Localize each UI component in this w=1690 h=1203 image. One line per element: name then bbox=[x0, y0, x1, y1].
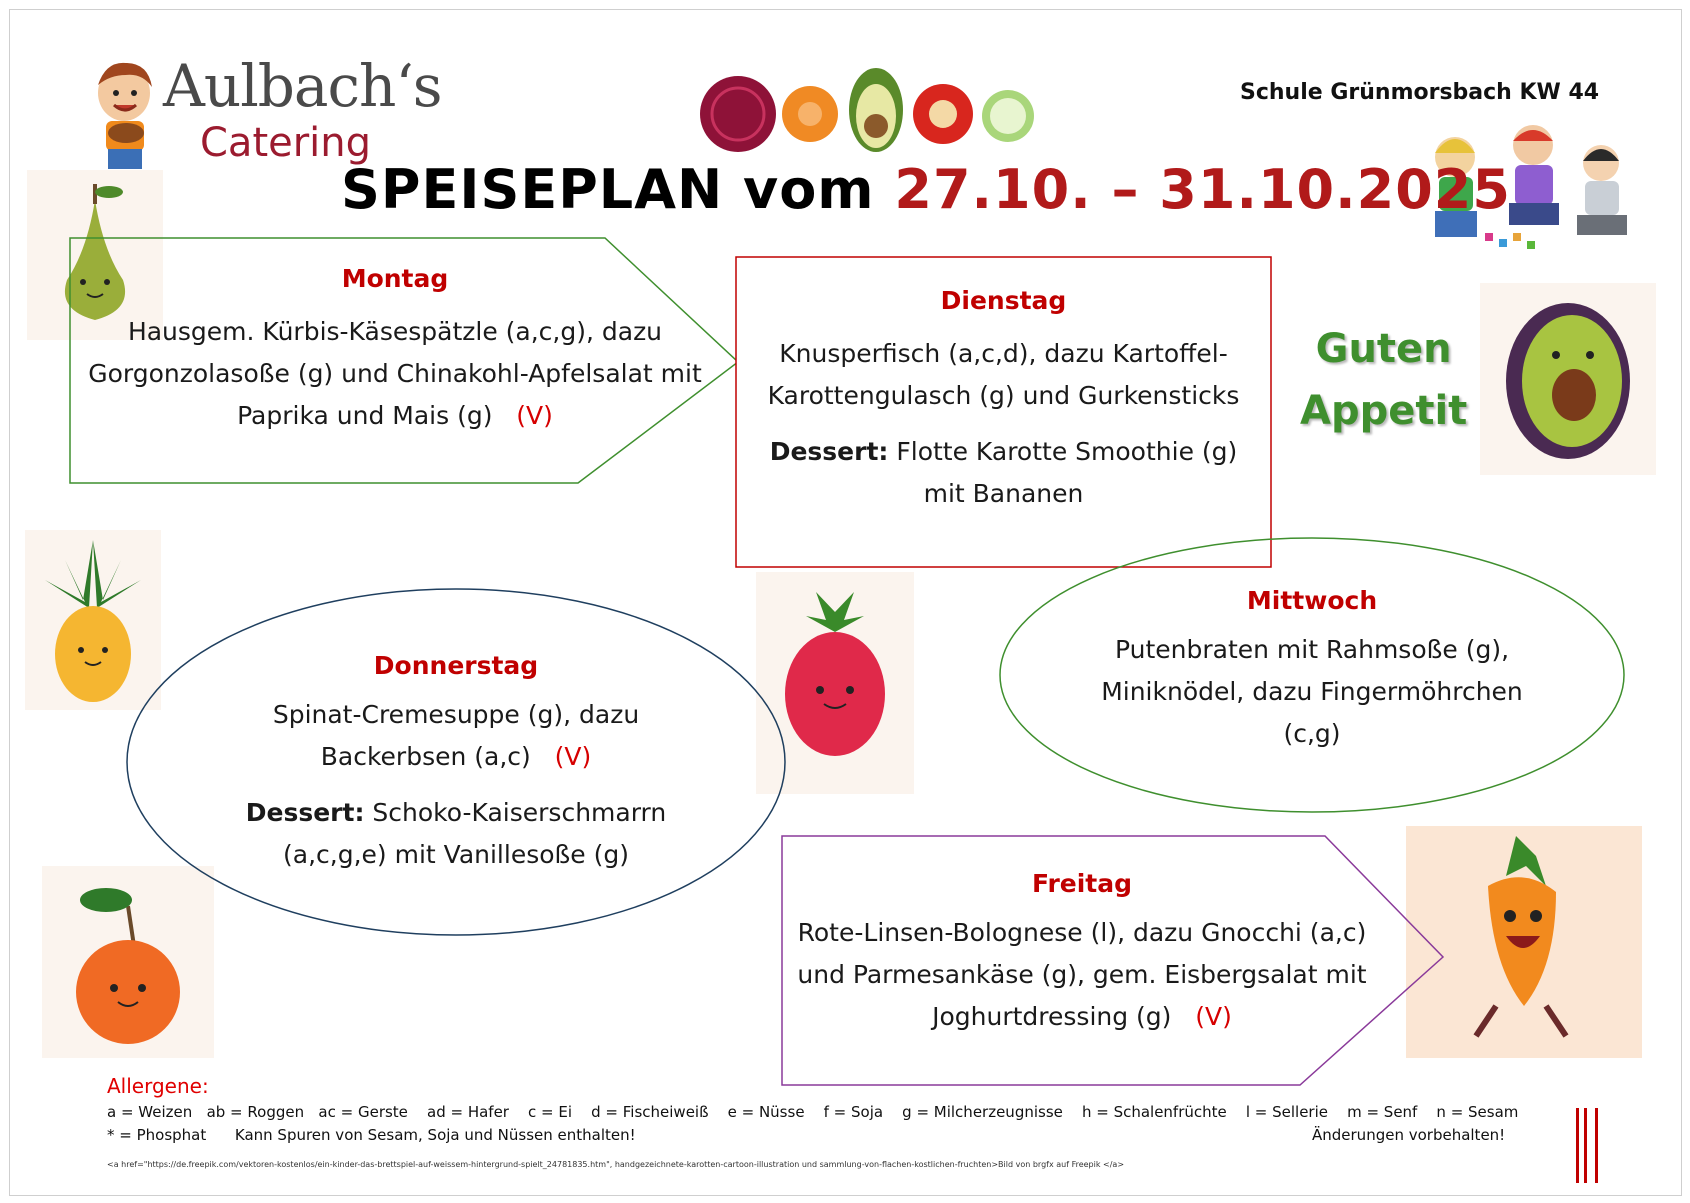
dienstag-line-1: Knusperfisch (a,c,d), dazu Kartoffel- bbox=[779, 339, 1228, 368]
montag-title: Montag bbox=[341, 264, 449, 293]
donnerstag-title: Donnerstag bbox=[373, 651, 539, 680]
greeting-line-1: Guten bbox=[1315, 326, 1452, 372]
freitag-line-3: Joghurtdressing (g) bbox=[932, 1002, 1172, 1031]
allergen-item: m = Senf bbox=[1347, 1103, 1418, 1121]
dienstag-title: Dienstag bbox=[940, 286, 1067, 315]
logo-name: Aulbach‘s bbox=[163, 52, 442, 120]
mittwoch-line-3: (c,g) bbox=[1283, 719, 1341, 748]
allergen-item: g = Milcherzeugnisse bbox=[902, 1103, 1063, 1121]
donnerstag-dessert-line-2: (a,c,g,e) mit Vanillesoße (g) bbox=[283, 840, 629, 869]
freitag-block bbox=[782, 869, 1382, 1038]
allergen-item: n = Sesam bbox=[1436, 1103, 1519, 1121]
allergens-list bbox=[107, 1103, 1518, 1121]
allergen-item: e = Nüsse bbox=[727, 1103, 805, 1121]
traces-note: Kann Spuren von Sesam, Soja und Nüssen enthalten! bbox=[234, 1126, 636, 1144]
mittwoch-line-2: Miniknödel, dazu Fingermöhrchen bbox=[1101, 677, 1523, 706]
allergens-title: Allergene: bbox=[107, 1074, 209, 1098]
mittwoch-title: Mittwoch bbox=[1246, 586, 1378, 615]
allergen-item: f = Soja bbox=[823, 1103, 884, 1121]
donnerstag-block bbox=[156, 651, 756, 876]
montag-block bbox=[70, 264, 720, 437]
donnerstag-line-2: Backerbsen (a,c) bbox=[320, 742, 531, 771]
decorative-red-lines bbox=[1576, 1108, 1598, 1183]
allergens-note-row bbox=[107, 1126, 636, 1144]
donnerstag-veg-marker: (V) bbox=[554, 742, 592, 771]
freitag-title: Freitag bbox=[1031, 869, 1133, 898]
dienstag-dessert-line-2: mit Bananen bbox=[923, 479, 1084, 508]
allergen-item: a = Weizen bbox=[107, 1103, 193, 1121]
donnerstag-dessert-line-1: Schoko-Kaiserschmarrn bbox=[372, 798, 667, 827]
freitag-line-2: und Parmesankäse (g), gem. Eisbergsalat mit bbox=[797, 960, 1367, 989]
freitag-line-1: Rote-Linsen-Bolognese (l), dazu Gnocchi (a,c) bbox=[797, 918, 1367, 947]
dienstag-dessert-line-1: Flotte Karotte Smoothie (g) bbox=[896, 437, 1238, 466]
mittwoch-block bbox=[1010, 586, 1614, 755]
school-week-label: Schule Grünmorsbach KW 44 bbox=[1240, 80, 1600, 105]
allergen-item: h = Schalenfrüchte bbox=[1081, 1103, 1227, 1121]
title-prefix: SPEISEPLAN vom bbox=[341, 158, 875, 221]
greeting-line-2: Appetit bbox=[1300, 388, 1468, 434]
allergen-item: ab = Roggen bbox=[206, 1103, 305, 1121]
donnerstag-line-1: Spinat-Cremesuppe (g), dazu bbox=[272, 700, 640, 729]
phosphat-note: * = Phosphat bbox=[107, 1126, 207, 1144]
montag-veg-marker: (V) bbox=[516, 401, 553, 430]
allergen-item: ac = Gerste bbox=[318, 1103, 408, 1121]
montag-line-2: Gorgonzolasoße (g) und Chinakohl-Apfelsalat mit bbox=[88, 359, 702, 388]
allergen-item: l = Sellerie bbox=[1245, 1103, 1328, 1121]
dienstag-dessert-label: Dessert: bbox=[769, 437, 889, 466]
freitag-veg-marker: (V) bbox=[1195, 1002, 1232, 1031]
allergen-item: d = Fischeiweiß bbox=[591, 1103, 709, 1121]
title-dates: 27.10. – 31.10.2025 bbox=[894, 158, 1511, 221]
logo-subtitle: Catering bbox=[200, 120, 372, 166]
dienstag-block bbox=[736, 286, 1271, 515]
donnerstag-dessert-label: Dessert: bbox=[245, 798, 365, 827]
allergen-item: c = Ei bbox=[528, 1103, 573, 1121]
greeting bbox=[1300, 318, 1467, 442]
allergen-item: ad = Hafer bbox=[427, 1103, 509, 1121]
dienstag-line-2: Karottengulasch (g) und Gurkensticks bbox=[767, 381, 1240, 410]
montag-line-3: Paprika und Mais (g) bbox=[237, 401, 493, 430]
image-credit: <a href="https://de.freepik.com/vektoren-kostenlos/ein-kinder-das-brettspiel-auf-weissem-hintergrund-spielt_24781835.htm", handgezeichnete-karotten-cartoon-illustration und sammlung-von-flachen-kostlichen-fruchten>Bild von brgfx auf Freepik </a> bbox=[107, 1160, 1125, 1169]
mittwoch-line-1: Putenbraten mit Rahmsoße (g), bbox=[1114, 635, 1510, 664]
montag-line-1: Hausgem. Kürbis-Käsespätzle (a,c,g), dazu bbox=[127, 317, 663, 346]
changes-note: Änderungen vorbehalten! bbox=[1312, 1126, 1506, 1144]
